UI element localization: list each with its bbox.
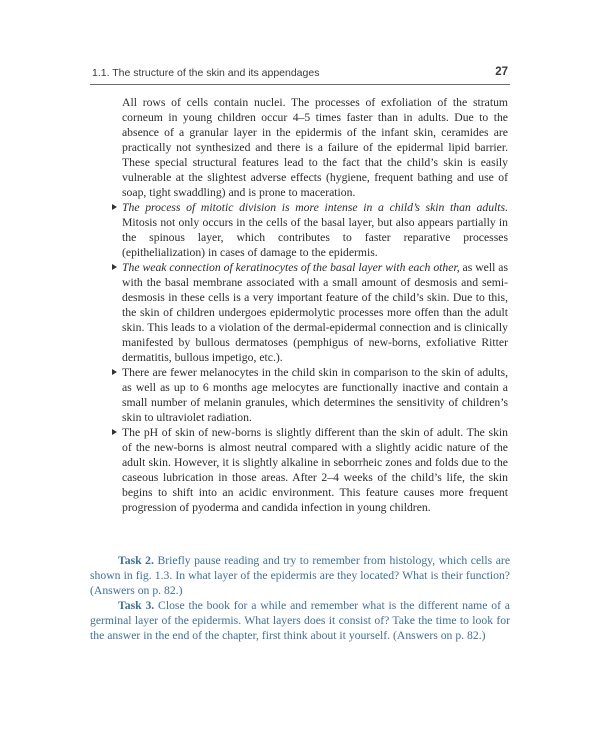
tasks-block bbox=[90, 553, 510, 643]
bullet-text: The pH of skin of new-borns is slightly different than the skin of adult. The skin of the new-borns is almost neutral compared with a slightly acidic nature of the adult skin. However, it is slightly alkaline in seborrheic zones and folds due to the caseous lubrication in those areas. After 2–4 weeks of the child’s life, the skin begins to shift into an acidic environment. This feature causes more frequent progression of pyoderma and candida infection in young children. bbox=[122, 426, 508, 514]
bullet-arrow-icon bbox=[112, 429, 117, 435]
task-text: Close the book for a while and remember what is the different name of a germinal layer of the epidermis. What layers does it consist of? Take the time to look for the answer in the end of the chapter, first think about it yourself. (Answers on p. 82.) bbox=[90, 599, 510, 642]
bullet-arrow-icon bbox=[112, 204, 117, 210]
bullet-arrow-icon bbox=[112, 369, 117, 375]
section-title: 1.1. The structure of the skin and its appendages bbox=[92, 67, 320, 79]
bullet-text: There are fewer melanocytes in the child skin in comparison to the skin of adults, as well as up to 6 months age melocytes are functionally inactive and contain a small number of melanin granules, which determines the sensitivity of children’s skin to ultraviolet radiation. bbox=[122, 366, 508, 424]
bullet-item bbox=[122, 200, 508, 260]
task-label: Task 3. bbox=[118, 599, 155, 612]
header-rule bbox=[90, 84, 510, 85]
task-text: Briefly pause reading and try to remember from histology, which cells are shown in fig. 1.3. In what layer of the epidermis are they located? What is their function? (Answers on p. 82.) bbox=[90, 554, 511, 597]
bullet-lead: The process of mitotic division is more intense in a child’s skin than adults. bbox=[122, 201, 508, 214]
bullet-item bbox=[122, 260, 508, 365]
bullet-lead: The weak connection of keratinocytes of the basal layer with each other, bbox=[122, 261, 460, 274]
body-text bbox=[122, 95, 508, 515]
running-header bbox=[90, 63, 510, 85]
bullet-text: as well as with the basal membrane associated with a small amount of desmosis and semi-desmosis in these cells is a very important feature of the child’s skin. Due to this, the skin of children undergoes epidermolytic processes more offen than the adult skin. This leads to a violation of the dermal-epidermal connection and is clinically manifested by bullous dermatoses (pemphigus of new-borns, exfoliative Ritter dermatitis, bullous impetigo, etc.). bbox=[122, 261, 509, 364]
task-3 bbox=[90, 598, 510, 643]
bullet-text: Mitosis not only occurs in the cells of the basal layer, but also appears partially in the spinous layer, which contributes to faster reparative processes (epithelialization) in cases of damage to the epidermis. bbox=[122, 216, 508, 259]
intro-paragraph: All rows of cells contain nuclei. The processes of exfoliation of the stratum corneum in young children occur 4–5 times faster than in adults. Due to the absence of a granular layer in the epidermis of the infant skin, ceramides are practically not synthesized and there is a failure of the epidermal lipid barrier. These special structural features lead to the fact that the child’s skin is easily vulnerable at the slightest adverse effects (hygiene, frequent bathing and use of soap, tight swaddling) and is prone to maceration. bbox=[122, 96, 508, 199]
bullet-item bbox=[122, 365, 508, 425]
task-2 bbox=[90, 553, 510, 598]
bullet-arrow-icon bbox=[112, 264, 117, 270]
task-label: Task 2. bbox=[118, 554, 154, 567]
page-number: 27 bbox=[495, 66, 508, 78]
bullet-item bbox=[122, 425, 508, 515]
